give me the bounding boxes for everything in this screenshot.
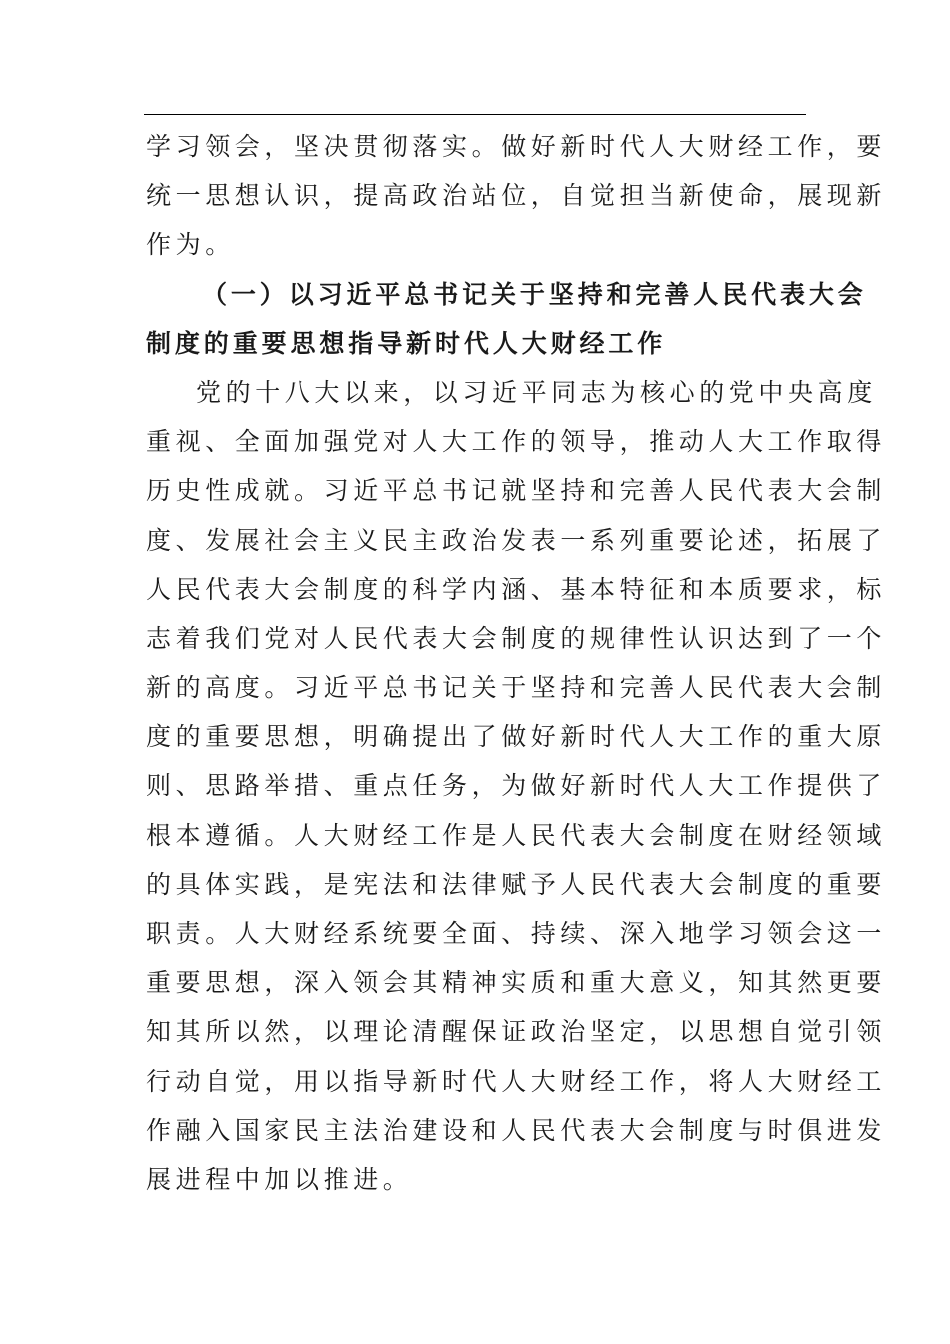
header-rule <box>144 114 806 115</box>
paragraph-line: 党的十八大以来，以习近平同志为核心的党中央高度 <box>196 377 877 407</box>
paragraph-line: 新的高度。习近平总书记关于坚持和完善人民代表大会制 <box>146 673 887 703</box>
intro-paragraph <box>146 122 887 270</box>
paragraph-line: 职责。人大财经系统要全面、持续、深入地学习领会这一 <box>146 919 887 948</box>
paragraph-line: 根本遵循。人大财经工作是人民代表大会制度在财经领域 <box>146 820 887 850</box>
body-paragraph <box>146 368 887 1204</box>
paragraph-line: 作融入国家民主法治建设和人民代表大会制度与时俱进发 <box>146 1115 887 1145</box>
paragraph-line: 志着我们党对人民代表大会制度的规律性认识达到了一个 <box>146 623 887 653</box>
paragraph-line: 重视、全面加强党对人大工作的领导，推动人大工作取得 <box>146 427 887 457</box>
paragraph-line: 度的重要思想，明确提出了做好新时代人大工作的重大原 <box>146 722 887 752</box>
paragraph-line: 度、发展社会主义民主政治发表一系列重要论述，拓展了 <box>146 525 887 555</box>
paragraph-line: 历史性成就。习近平总书记就坚持和完善人民代表大会制 <box>146 476 887 506</box>
paragraph-line: 知其所以然，以理论清醒保证政治坚定，以思想自觉引领 <box>146 1017 887 1047</box>
paragraph-line: 作为。 <box>146 230 235 260</box>
section-heading <box>146 270 867 368</box>
paragraph-line: 的具体实践，是宪法和法律赋予人民代表大会制度的重要 <box>146 869 887 899</box>
paragraph-line: 行动自觉，用以指导新时代人大财经工作，将人大财经工 <box>146 1066 887 1096</box>
paragraph-line: 学习领会，坚决贯彻落实。做好新时代人大财经工作，要 <box>146 132 887 161</box>
heading-line: 制度的重要思想指导新时代人大财经工作 <box>146 328 667 358</box>
paragraph-line: 人民代表大会制度的科学内涵、基本特征和本质要求，标 <box>146 574 887 604</box>
paragraph-line: 统一思想认识，提高政治站位，自觉担当新使命，展现新 <box>146 181 887 211</box>
paragraph-line: 则、思路举措、重点任务，为做好新时代人大工作提供了 <box>146 771 887 801</box>
paragraph-line: 重要思想，深入领会其精神实质和重大意义，知其然更要 <box>146 968 887 998</box>
paragraph-line: 展进程中加以推进。 <box>146 1164 413 1194</box>
document-body <box>146 122 887 1204</box>
heading-line: （一）以习近平总书记关于坚持和完善人民代表大会 <box>202 279 867 309</box>
